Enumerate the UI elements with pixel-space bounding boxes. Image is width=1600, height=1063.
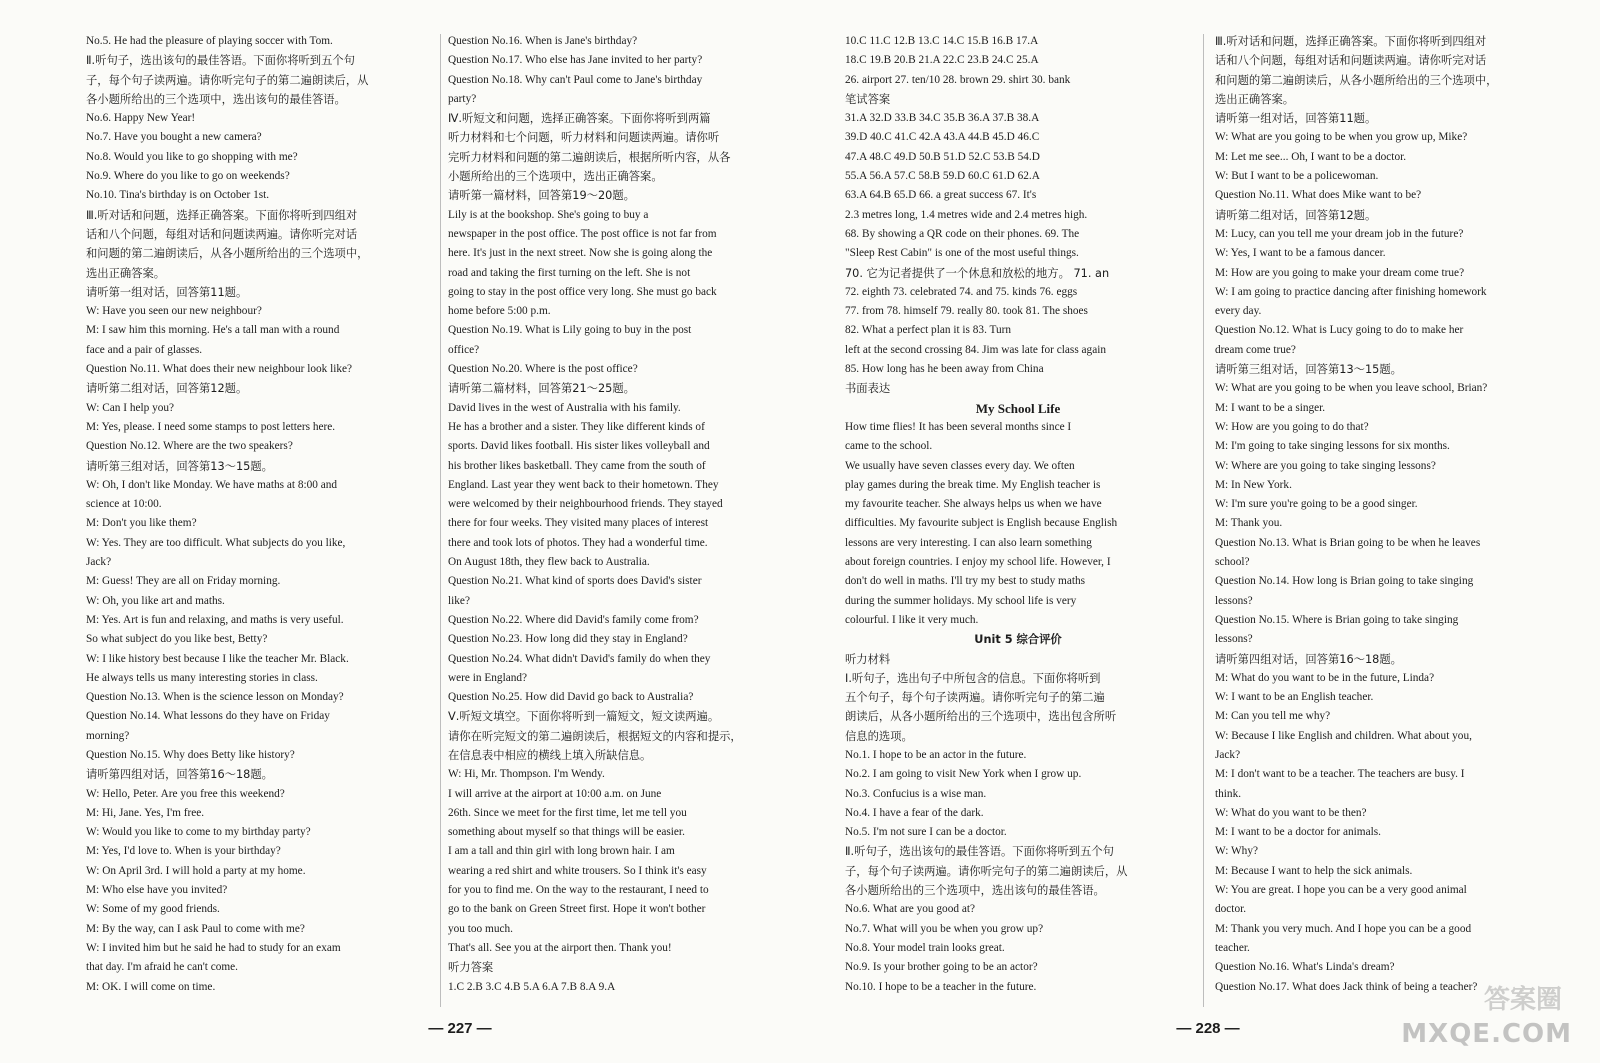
text-line: M: Hi, Jane. Yes, I'm free.	[86, 806, 205, 819]
text-line: 朗读后，从各小题所给出的三个选项中，选出包含所听	[845, 710, 1117, 724]
text-line: 85. How long has he been away from China	[845, 363, 1044, 376]
text-line: 26. airport 27. ten/10 28. brown 29. shirt 30. bank	[845, 73, 1071, 86]
text-line: Lily is at the bookshop. She's going to buy a	[448, 208, 649, 221]
text-line: my favourite teacher. She always helps us when we have	[845, 498, 1102, 511]
text-line: 请听第一组对话，回答第11题。	[1215, 112, 1377, 126]
text-line: 小题所给出的三个选项中，选出正确答案。	[448, 170, 663, 184]
text-line: M: Lucy, can you tell me your dream job in the future?	[1215, 227, 1464, 240]
text-line: were welcomed by their neighbourhood friends. They stayed	[448, 498, 723, 511]
text-line: every day.	[1215, 305, 1262, 318]
text-line: Question No.20. Where is the post office?	[448, 363, 638, 376]
text-line: 18.C 19.B 20.B 21.A 22.C 23.B 24.C 25.A	[845, 54, 1039, 67]
text-line: there for four weeks. They visited many places of interest	[448, 517, 709, 530]
text-line: 听力答案	[448, 961, 494, 975]
text-line: lessons?	[1215, 633, 1253, 646]
text-line: Ⅱ.听句子，选出该句的最佳答语。下面你将听到五个句	[845, 845, 1114, 859]
text-line: don't do well in maths. I'll try my best to study maths	[845, 575, 1086, 588]
text-line: 笔试答案	[845, 92, 891, 106]
text-line: 55.A 56.A 57.C 58.B 59.D 60.C 61.D 62.A	[845, 170, 1040, 183]
text-line: road and taking the first turning on the left. She is not	[448, 266, 691, 279]
text-line: Question No.13. What is Brian going to be when he leaves	[1215, 536, 1481, 549]
text-line: Question No.21. What kind of sports does David's sister	[448, 575, 702, 588]
text-line: M: Let me see... Oh, I want to be a doctor.	[1215, 150, 1407, 163]
text-line: 在信息表中相应的横线上填入所缺信息。	[448, 748, 652, 762]
text-line: "Sleep Rest Cabin" is one of the most useful things.	[845, 247, 1079, 260]
text-line: Ⅰ.听句子，选出句子中所包含的信息。下面你将听到	[845, 671, 1101, 685]
text-line: 39.D 40.C 41.C 42.A 43.A 44.B 45.D 46.C	[845, 131, 1040, 144]
text-line: sports. David likes football. His sister likes volleyball and	[448, 440, 710, 453]
text-line: 请听第四组对话，回答第16～18题。	[1215, 652, 1402, 666]
column-divider	[1203, 34, 1204, 1007]
text-line: Question No.11. What does their new neighbour look like?	[86, 363, 353, 376]
text-line: Question No.17. Who else has Jane invited to her party?	[448, 54, 703, 67]
text-line: M: By the way, can I ask Paul to come with me?	[86, 922, 305, 935]
text-line: 26th. Since we meet for the first time, let me tell you	[448, 806, 687, 819]
text-line: M: How are you going to make your dream come true?	[1215, 266, 1465, 279]
text-line: lessons?	[1215, 594, 1253, 607]
text-line: That's all. See you at the airport then. Thank you!	[448, 941, 672, 954]
text-line: 63.A 64.B 65.D 66. a great success 67. It's	[845, 189, 1037, 202]
text-line: M: I'm going to take singing lessons for six months.	[1215, 440, 1450, 453]
text-line: M: Yes, please. I need some stamps to post letters here.	[86, 420, 336, 433]
text-line: for you to find me. On the way to the restaurant, I need to	[448, 884, 709, 897]
text-line: We usually have seven classes every day. We often	[845, 459, 1075, 472]
text-line: 选出正确答案。	[1215, 92, 1295, 106]
text-line: M: Because I want to help the sick animals.	[1215, 864, 1413, 877]
watermark-site: MXQE.COM	[1401, 1019, 1572, 1049]
text-line: W: I like history best because I like the teacher Mr. Black.	[86, 652, 349, 665]
text-line: M: Don't you like them?	[86, 517, 197, 530]
text-line: M: In New York.	[1215, 478, 1292, 491]
text-line: No.7. What will you be when you grow up?	[845, 922, 1044, 935]
text-line: No.9. Is your brother going to be an actor?	[845, 961, 1038, 974]
text-line: 各小题所给出的三个选项中，选出该句的最佳答语。	[86, 92, 346, 106]
text-line: M: I saw him this morning. He's a tall man with a round	[86, 324, 340, 337]
text-line: Question No.15. Where is Brian going to take singing	[1215, 613, 1459, 626]
text-line: Ⅴ.听短文填空。下面你将听到一篇短文，短文读两遍。	[448, 710, 720, 724]
text-line: you too much.	[448, 922, 513, 935]
text-line: He has a brother and a sister. They like different kinds of	[448, 420, 705, 433]
text-line: about foreign countries. I enjoy my school life. However, I	[845, 556, 1111, 569]
text-line: go to the bank on Green Street first. Hope it won't bother	[448, 903, 706, 916]
text-line: W: But I want to be a policewoman.	[1215, 170, 1379, 183]
text-line: My School Life	[975, 400, 1061, 416]
text-line: M: I want to be a singer.	[1215, 401, 1326, 414]
text-line: doctor.	[1215, 903, 1247, 916]
page-number-right: — 228 —	[1176, 1020, 1240, 1037]
page-number-left: — 227 —	[428, 1020, 492, 1037]
text-line: M: Can you tell me why?	[1215, 710, 1331, 723]
text-line: 77. from 78. himself 79. really 80. took 81. The shoes	[845, 305, 1088, 318]
text-line: Question No.17. What does Jack think of being a teacher?	[1215, 980, 1478, 993]
text-line: W: Yes. They are too difficult. What subjects do you like,	[86, 536, 346, 549]
text-line: M: I don't want to be a teacher. The teachers are busy. I	[1215, 768, 1465, 781]
text-line: think.	[1215, 787, 1242, 800]
text-line: 请听第二组对话，回答第12题。	[1215, 208, 1377, 222]
text-line: something about myself so that things will be easier.	[448, 826, 685, 839]
text-line: like?	[448, 594, 470, 607]
text-line: 请听第二组对话，回答第12题。	[86, 382, 248, 396]
text-line: No.5. I'm not sure I can be a doctor.	[845, 826, 1007, 839]
text-line: office?	[448, 343, 480, 356]
text-line: Ⅳ.听短文和问题，选择正确答案。下面你将听到两篇	[448, 112, 711, 126]
text-line: 68. By showing a QR code on their phones. 69. The	[845, 227, 1080, 240]
text-line: W: Hello, Peter. Are you free this weekend?	[86, 787, 285, 800]
column-4	[1215, 32, 1560, 1007]
text-line: 72. eighth 73. celebrated 74. and 75. kinds 76. eggs	[845, 285, 1078, 298]
text-line: W: Have you seen our new neighbour?	[86, 305, 262, 318]
text-line: were in England?	[448, 671, 528, 684]
text-line: his brother likes basketball. They came from the south of	[448, 459, 706, 472]
text-line: M: OK. I will come on time.	[86, 980, 216, 993]
text-line: No.7. Have you bought a new camera?	[86, 131, 262, 144]
text-line: W: Some of my good friends.	[86, 903, 220, 916]
text-line: No.8. Would you like to go shopping with me?	[86, 150, 298, 163]
text-line: No.10. Tina's birthday is on October 1st.	[86, 189, 270, 202]
text-line: W: What are you going to be when you leave school, Brian?	[1215, 382, 1488, 395]
text-line: newspaper in the post office. The post office is not far from	[448, 227, 717, 240]
text-line: How time flies! It has been several months since I	[845, 420, 1072, 433]
column-divider	[440, 34, 441, 1007]
text-line: So what subject do you like best, Betty?	[86, 633, 268, 646]
text-line: No.6. Happy New Year!	[86, 112, 196, 125]
text-line: 话和八个问题，每组对话和问题读两遍。请你听完对话	[86, 227, 358, 241]
text-line: morning?	[86, 729, 130, 742]
text-line: came to the school.	[845, 440, 933, 453]
text-line: 请听第三组对话，回答第13～15题。	[86, 459, 273, 473]
text-line: dream come true?	[1215, 343, 1296, 356]
text-line: that day. I'm afraid he can't come.	[86, 961, 239, 974]
text-line: No.5. He had the pleasure of playing soccer with Tom.	[86, 35, 333, 47]
text-line: 信息的选项。	[845, 729, 913, 743]
text-line: 请听第四组对话，回答第16～18题。	[86, 768, 273, 782]
text-line: W: On April 3rd. I will hold a party at my home.	[86, 864, 306, 877]
text-line: Question No.13. When is the science lesson on Monday?	[86, 691, 344, 704]
text-line: Ⅱ.听句子，选出该句的最佳答语。下面你将听到五个句	[86, 54, 355, 68]
text-line: Question No.25. How did David go back to Australia?	[448, 691, 694, 704]
text-line: W: What are you going to be when you grow up, Mike?	[1215, 131, 1468, 144]
text-line: left at the second crossing 84. Jim was late for class again	[845, 343, 1107, 356]
text-line: 话和八个问题，每组对话和问题读两遍。请你听完对话	[1215, 54, 1487, 68]
text-line: I will arrive at the airport at 10:00 a.m. on June	[448, 787, 662, 800]
text-line: M: Who else have you invited?	[86, 884, 228, 897]
text-line: Question No.14. How long is Brian going to take singing	[1215, 575, 1474, 588]
text-line: No.9. Where do you like to go on weekends?	[86, 170, 290, 183]
text-line: Ⅲ.听对话和问题，选择正确答案。下面你将听到四组对	[1215, 35, 1487, 48]
text-line: 听力材料	[845, 652, 891, 666]
text-line: 完听力材料和问题的第二遍朗读后，根据所听内容，从各	[448, 150, 731, 164]
text-line: 各小题所给出的三个选项中，选出该句的最佳答语。	[845, 884, 1105, 898]
text-line: Question No.18. Why can't Paul come to Jane's birthday	[448, 73, 703, 86]
text-line: science at 10:00.	[86, 498, 162, 511]
text-line: Question No.23. How long did they stay in England?	[448, 633, 688, 646]
text-line: 五个句子，每个句子读两遍。请你听完句子的第二遍	[845, 691, 1105, 705]
text-line: M: Thank you.	[1215, 517, 1283, 530]
text-line: No.8. Your model train looks great.	[845, 941, 1005, 954]
text-line: W: I am going to practice dancing after finishing homework	[1215, 285, 1487, 298]
text-line: school?	[1215, 556, 1250, 569]
text-line: 书面表达	[845, 382, 891, 396]
text-line: 请听第一组对话，回答第11题。	[86, 285, 248, 299]
watermark	[1372, 979, 1572, 1049]
text-line: M: What do you want to be in the future, Linda?	[1215, 671, 1435, 684]
text-line: M: Guess! They are all on Friday morning.	[86, 575, 281, 588]
text-line: Question No.24. What didn't David's family do when they	[448, 652, 711, 665]
text-line: W: Hi, Mr. Thompson. I'm Wendy.	[448, 768, 605, 781]
text-line: On August 18th, they flew back to Australia.	[448, 556, 650, 569]
text-line: play games during the break time. My English teacher is	[845, 478, 1101, 491]
text-line: 请你在听完短文的第二遍朗读后，根据短文的内容和提示，	[448, 729, 742, 743]
text-line: lessons are very interesting. I can also learn something	[845, 536, 1092, 549]
text-line: 请听第二篇材料，回答第21～25题。	[448, 382, 635, 396]
text-line: 听力材料和七个问题，听力材料和问题读两遍。请你听	[448, 131, 720, 145]
text-line: 47.A 48.C 49.D 50.B 51.D 52.C 53.B 54.D	[845, 150, 1040, 163]
text-line: 1.C 2.B 3.C 4.B 5.A 6.A 7.B 8.A 9.A	[448, 980, 616, 993]
text-line: M: I want to be a doctor for animals.	[1215, 826, 1381, 839]
text-line: W: I want to be an English teacher.	[1215, 691, 1374, 704]
text-line: M: Yes, I'd love to. When is your birthday?	[86, 845, 281, 858]
text-line: Question No.12. What is Lucy going to do to make her	[1215, 324, 1464, 337]
text-line: M: Yes. Art is fun and relaxing, and maths is very useful.	[86, 613, 344, 626]
text-line: W: Why?	[1215, 845, 1258, 858]
text-line: 请听第三组对话，回答第13～15题。	[1215, 363, 1402, 377]
text-line: 31.A 32.D 33.B 34.C 35.B 36.A 37.B 38.A	[845, 112, 1040, 125]
text-line: W: I'm sure you're going to be a good singer.	[1215, 498, 1418, 511]
text-line: No.1. I hope to be an actor in the future.	[845, 748, 1027, 761]
text-line: 和问题的第二遍朗读后，从各小题所给出的三个选项中，	[1215, 73, 1498, 87]
text-line: No.3. Confucius is a wise man.	[845, 787, 987, 800]
column-2	[448, 32, 798, 1007]
text-line: face and a pair of glasses.	[86, 343, 203, 356]
text-line: W: Yes, I want to be a famous dancer.	[1215, 247, 1386, 260]
text-line: Question No.19. What is Lily going to buy in the post	[448, 324, 692, 337]
text-line: W: Because I like English and children. What about you,	[1215, 729, 1472, 742]
text-line: W: You are great. I hope you can be a very good animal	[1215, 884, 1467, 897]
text-line: Unit 5 综合评价	[974, 633, 1062, 647]
text-line: He always tells us many interesting stories in class.	[86, 671, 318, 684]
text-line: party?	[448, 92, 477, 105]
text-line: during the summer holidays. My school life is very	[845, 594, 1077, 607]
text-line: 子，每个句子读两遍。请你听完句子的第二遍朗读后，从	[86, 73, 369, 87]
text-line: 子，每个句子读两遍。请你听完句子的第二遍朗读后，从	[845, 864, 1128, 878]
text-line: W: Oh, you like art and maths.	[86, 594, 225, 607]
watermark-logo: 答案圈	[1483, 985, 1562, 1015]
text-line: wearing a red shirt and white trousers. So I think it's easy	[448, 864, 707, 877]
text-line: Question No.15. Why does Betty like history?	[86, 748, 295, 761]
text-line: W: Can I help you?	[86, 401, 175, 414]
column-1	[86, 32, 428, 1007]
text-line: Jack?	[1215, 748, 1241, 761]
text-line: David lives in the west of Australia with his family.	[448, 401, 681, 414]
text-line: Question No.16. What's Linda's dream?	[1215, 961, 1395, 974]
text-line: M: Thank you very much. And I hope you can be a good	[1215, 922, 1472, 935]
text-line: W: Where are you going to take singing lessons?	[1215, 459, 1436, 472]
text-line: W: Oh, I don't like Monday. We have maths at 8:00 and	[86, 478, 338, 491]
text-line: home before 5:00 p.m.	[448, 305, 551, 318]
text-line: Question No.22. Where did David's family come from?	[448, 613, 699, 626]
text-line: teacher.	[1215, 941, 1250, 954]
text-line: colourful. I like it very much.	[845, 613, 979, 626]
column-3	[845, 32, 1191, 1007]
text-line: Jack?	[86, 556, 112, 569]
text-line: 请听第一篇材料，回答第19～20题。	[448, 189, 635, 203]
text-line: Ⅲ.听对话和问题，选择正确答案。下面你将听到四组对	[86, 208, 358, 222]
text-line: No.4. I have a fear of the dark.	[845, 806, 984, 819]
text-line: 70. 它为记者提供了一个休息和放松的地方。 71. an	[845, 266, 1110, 280]
text-line: No.6. What are you good at?	[845, 903, 975, 916]
text-line: I am a tall and thin girl with long brown hair. I am	[448, 845, 675, 858]
text-line: Question No.16. When is Jane's birthday?	[448, 35, 638, 47]
text-line: going to stay in the post office very long. She must go back	[448, 285, 717, 298]
text-line: here. It's just in the next street. Now she is going along the	[448, 247, 713, 260]
text-line: Question No.14. What lessons do they have on Friday	[86, 710, 330, 723]
text-line: W: What do you want to be then?	[1215, 806, 1367, 819]
text-line: Question No.11. What does Mike want to be?	[1215, 189, 1422, 202]
text-line: W: How are you going to do that?	[1215, 420, 1369, 433]
text-line: 10.C 11.C 12.B 13.C 14.C 15.B 16.B 17.A	[845, 35, 1039, 47]
text-line: W: Would you like to come to my birthday party?	[86, 826, 311, 839]
text-line: England. Last year they went back to their hometown. They	[448, 478, 719, 491]
text-line: 和问题的第二遍朗读后，从各小题所给出的三个选项中，	[86, 247, 369, 261]
text-line: No.10. I hope to be a teacher in the future.	[845, 980, 1037, 993]
text-line: 82. What a perfect plan it is 83. Turn	[845, 324, 1012, 337]
text-line: there and took lots of photos. They had a wonderful time.	[448, 536, 708, 549]
text-line: difficulties. My favourite subject is English because English	[845, 517, 1118, 530]
text-line: 2.3 metres long, 1.4 metres wide and 2.4 metres high.	[845, 208, 1088, 221]
text-line: Question No.12. Where are the two speakers?	[86, 440, 293, 453]
text-line: W: I invited him but he said he had to study for an exam	[86, 941, 341, 954]
text-line: No.2. I am going to visit New York when I grow up.	[845, 768, 1082, 781]
text-line: 选出正确答案。	[86, 266, 166, 280]
